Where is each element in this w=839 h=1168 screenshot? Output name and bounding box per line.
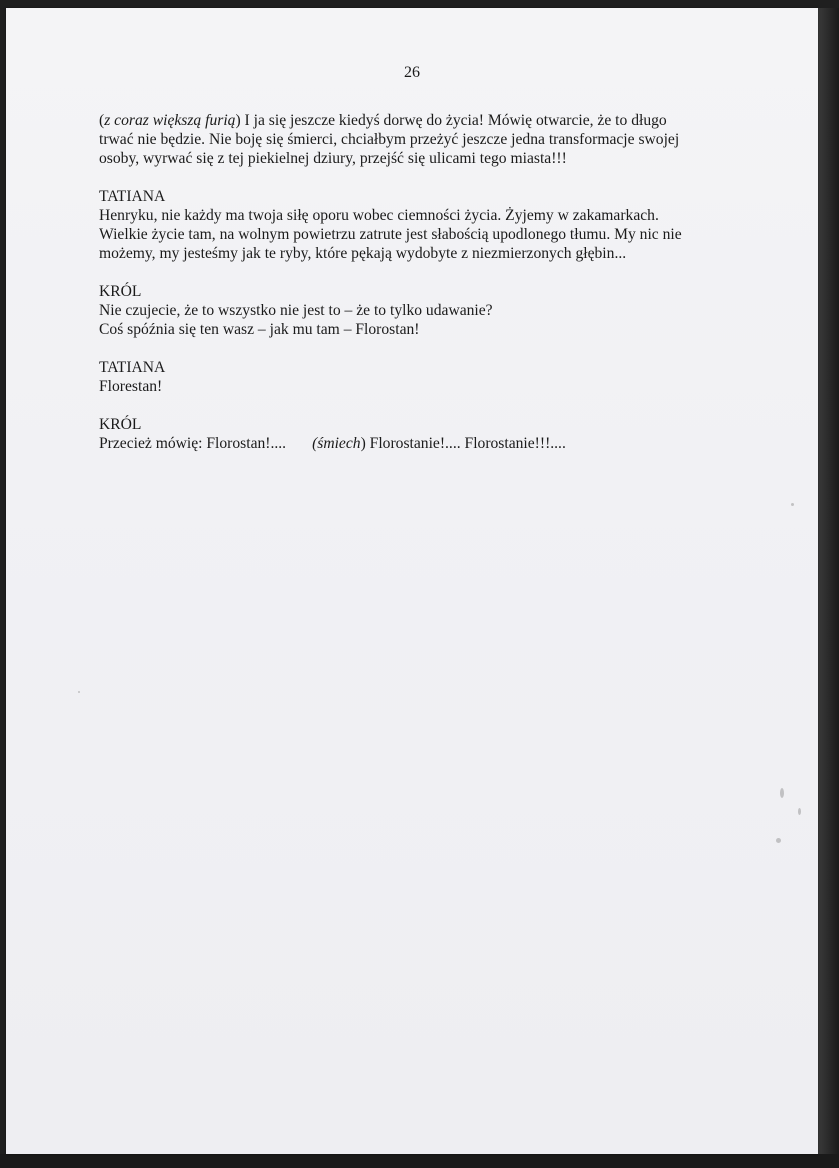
line-text: Przecież mówię: Florostan!....	[99, 435, 287, 452]
scan-edge-right	[818, 8, 839, 1168]
text-line: Wielkie życie tam, na wolnym powietrzu zatrute jest słabością upodlonego tłumu. My nic nie	[99, 226, 682, 243]
text-line: Coś spóźnia się ten wasz – jak mu tam – Florostan!	[99, 321, 420, 338]
dialogue-block	[99, 282, 739, 339]
text-line	[99, 434, 739, 453]
scan-speck	[791, 503, 794, 506]
document-page	[6, 8, 818, 1154]
scan-speck	[78, 691, 80, 693]
page-number: 26	[404, 64, 420, 81]
stage-direction-block	[99, 111, 739, 168]
dialogue-block	[99, 415, 739, 453]
line-text: ) I ja się jeszcze kiedyś dorwę do życia! Mówię otwarcie, że to długo	[235, 112, 667, 129]
scan-speck	[776, 838, 781, 843]
text-line: Henryku, nie każdy ma twoja siłę oporu wobec ciemności życia. Żyjemy w zakamarkach.	[99, 207, 659, 224]
stage-direction-text: z coraz większą furią	[104, 112, 236, 129]
speaker-name: TATIANA	[99, 188, 166, 205]
text-line	[99, 111, 739, 130]
scan-speck	[798, 808, 801, 815]
dialogue-block	[99, 358, 739, 396]
text-line: osoby, wyrwać się z tej piekielnej dziury, przejść się ulicami tego miasta!!!	[99, 150, 567, 167]
speaker-name: KRÓL	[99, 416, 142, 433]
text-line: możemy, my jesteśmy jak te ryby, które pękają wydobyte z niezmierzonych głębin...	[99, 245, 627, 262]
text-line: trwać nie będzie. Nie boję się śmierci, chciałbym przeżyć jeszcze jedna transformacje swojej	[99, 131, 680, 148]
speaker-name: KRÓL	[99, 283, 142, 300]
scan-speck	[780, 788, 784, 798]
line-text: (	[99, 112, 105, 129]
line-text: ) Florostanie!.... Florostanie!!!....	[360, 435, 566, 452]
text-line: Florestan!	[99, 378, 163, 395]
text-line: Nie czujecie, że to wszystko nie jest to – że to tylko udawanie?	[99, 302, 493, 319]
dialogue-block	[99, 187, 739, 263]
document-body	[99, 111, 739, 472]
speaker-name: TATIANA	[99, 359, 166, 376]
stage-direction-text: (śmiech	[312, 435, 361, 452]
scan-edge-bottom	[0, 1154, 839, 1168]
